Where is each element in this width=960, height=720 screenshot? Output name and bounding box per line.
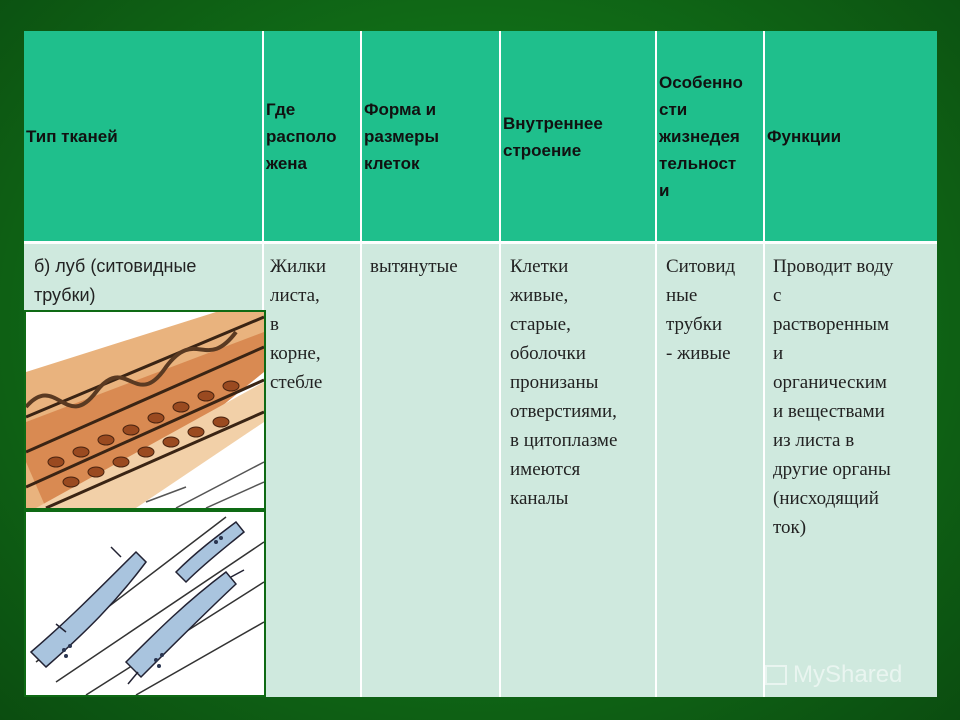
column-divider bbox=[655, 31, 657, 697]
companion-cells-drawing bbox=[26, 512, 264, 695]
header-structure bbox=[501, 31, 655, 242]
header-location bbox=[264, 31, 360, 242]
cell-structure: Клетки живые, старые, оболочки пронизаны отверстиями, в цитоплазме имеются каналы bbox=[510, 256, 618, 509]
header-tissue-type-text: Тип тканей bbox=[26, 127, 118, 146]
header-shape bbox=[362, 31, 499, 242]
column-divider bbox=[499, 31, 501, 697]
header-functions bbox=[765, 31, 937, 242]
header-tissue-type bbox=[24, 31, 262, 242]
header-structure-text: Внутреннее строение bbox=[503, 113, 603, 160]
header-divider bbox=[24, 241, 937, 244]
watermark bbox=[765, 660, 935, 690]
cell-location: Жилки листа, в корне, стебле bbox=[270, 256, 327, 393]
column-divider bbox=[763, 31, 765, 697]
header-functions-text: Функции bbox=[767, 127, 842, 146]
presentation-icon bbox=[765, 665, 787, 685]
column-divider bbox=[360, 31, 362, 697]
data-table bbox=[24, 31, 937, 697]
header-features bbox=[657, 31, 763, 242]
cell-tissue-type: б) луб (ситовидные трубки) bbox=[34, 256, 197, 305]
cell-functions: Проводит воду с растворенным и органическим и веществами из листа в другие органы (нисходящий ток) bbox=[773, 256, 894, 538]
companion-cells-illustration bbox=[24, 510, 266, 697]
watermark-text: MyShared bbox=[793, 661, 903, 688]
cell-shape: вытянутые bbox=[370, 256, 458, 277]
header-shape-text: Форма и размеры клеток bbox=[364, 100, 440, 173]
cell-features: Ситовид ные трубки - живые bbox=[666, 256, 736, 364]
header-location-text: Где располо жена bbox=[266, 100, 337, 173]
header-features-text: Особенно сти жизнедея тельност и bbox=[659, 73, 743, 200]
sieve-tube-drawing bbox=[26, 312, 264, 508]
sieve-tube-illustration bbox=[24, 310, 266, 510]
